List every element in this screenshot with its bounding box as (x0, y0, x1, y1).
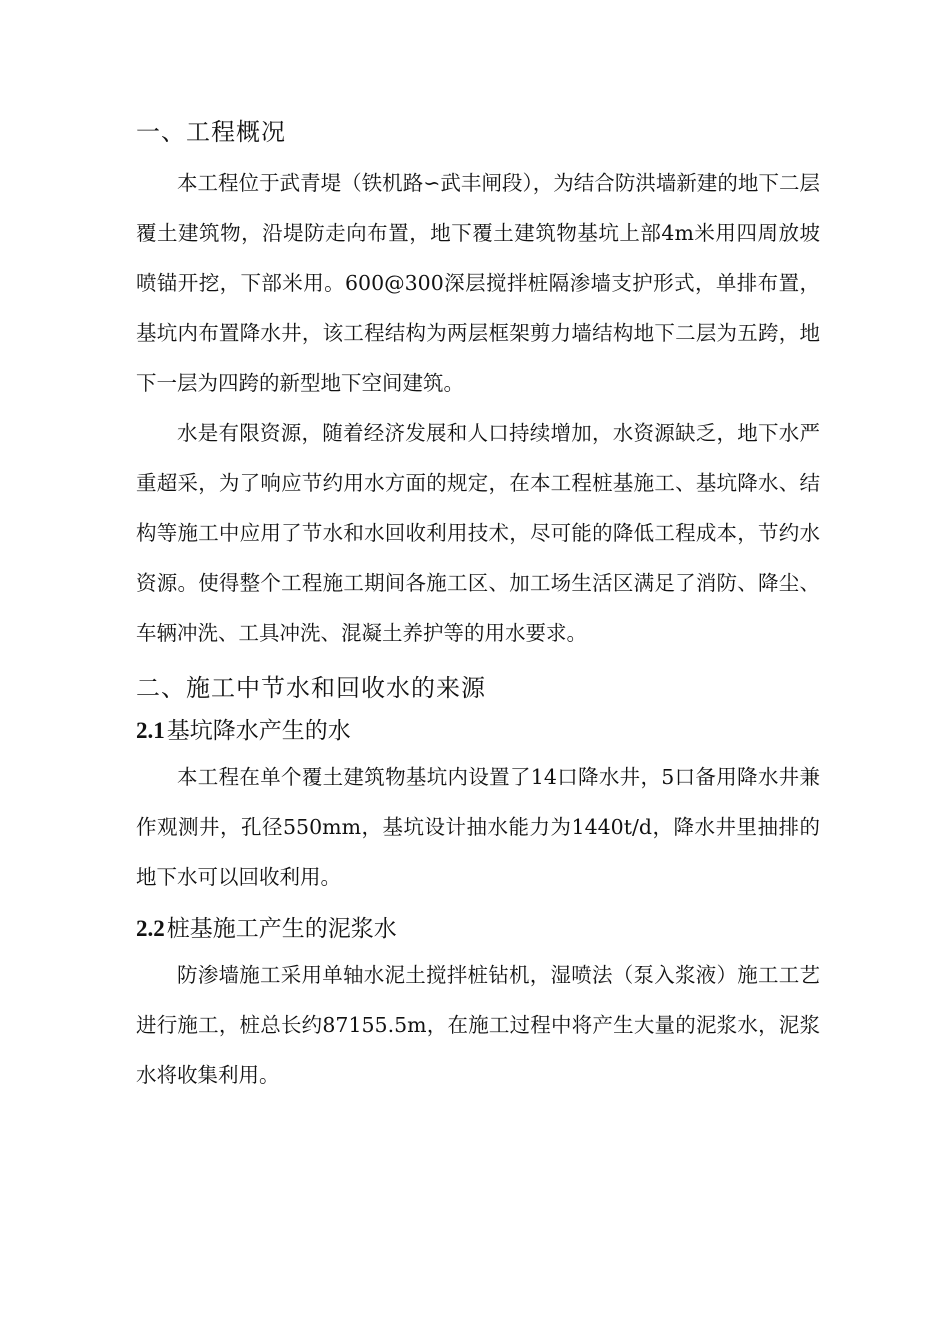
subsection-2-2-paragraph: 防渗墙施工采用单轴水泥土搅拌桩钻机，湿喷法（泵入浆液）施工工艺进行施工，桩总长约87155.5m，在施工过程中将产生大量的泥浆水，泥浆水将收集利用。 (136, 963, 820, 1087)
subsection-2-1-paragraph: 本工程在单个覆土建筑物基坑内设置了14口降水井，5口备用降水井兼作观测井，孔径550mm，基坑设计抽水能力为1440t/d，降水井里抽排的地下水可以回收利用。 (136, 765, 820, 889)
section-1-paragraph-2: 水是有限资源，随着经济发展和人口持续增加，水资源缺乏，地下水严重超采，为了响应节约用水方面的规定，在本工程桩基施工、基坑降水、结构等施工中应用了节水和水回收利用技术，尽可能的降低工程成本，节约水资源。使得整个工程施工期间各施工区、加工场生活区满足了消防、降尘、车辆冲洗、工具冲洗、混凝土养护等的用水要求。 (136, 421, 820, 645)
section-1-heading: 一、工程概况 (136, 118, 286, 146)
subsection-2-2-heading (136, 910, 820, 948)
section-1-paragraph-1: 本工程位于武青堤（铁机路∽武丰闸段），为结合防洪墙新建的地下二层覆土建筑物，沿堤防走向布置，地下覆土建筑物基坑上部4m米用四周放坡喷锚开挖，下部米用。600@300深层搅拌桩隔渗墙支护形式，单排布置，基坑内布置降水井，该工程结构为两层框架剪力墙结构地下二层为五跨，地下一层为四跨的新型地下空间建筑。 (136, 171, 820, 395)
subsection-2-2-number: 2.2 (136, 916, 165, 941)
subsection-2-2-title: 桩基施工产生的泥浆水 (166, 916, 397, 942)
document-body (136, 112, 820, 1100)
subsection-2-1-title: 基坑降水产生的水 (166, 718, 351, 744)
subsection-2-1-number: 2.1 (136, 718, 165, 743)
section-2-heading: 二、施工中节水和回收水的来源 (136, 674, 486, 702)
subsection-2-1-heading (136, 712, 820, 750)
